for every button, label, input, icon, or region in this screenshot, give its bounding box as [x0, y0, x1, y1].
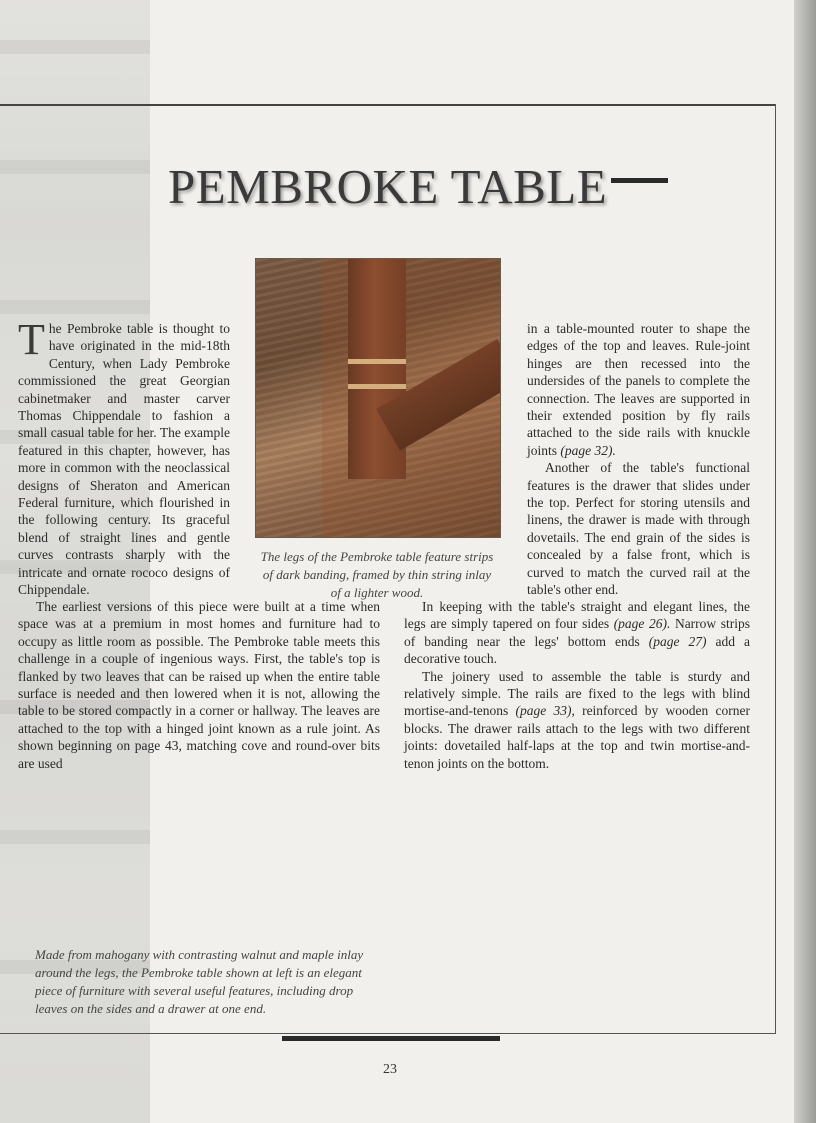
drop-cap: T — [18, 315, 45, 364]
paragraph-joinery: The joinery used to assemble the table is sturdy and relatively simple. The rails are fixed to the legs with blind mortise-and-tenons (page 33), reinforced by wooden corner blocks. The drawer rails attach to the legs with two different joints: dovetailed half-laps at the top and twin mortise-and-tenon joints on the bottom. — [404, 668, 750, 771]
paragraph-legs: In keeping with the table's straight and elegant lines, the legs are simply tapered on four sides (page 26). Narrow strips of banding near the legs' bottom ends (page 27) add a decorative touch. — [404, 599, 751, 667]
page-number: 23 — [383, 1062, 397, 1077]
frame-top-rule — [0, 104, 776, 106]
text-column-right — [527, 320, 750, 599]
footer-bar — [282, 1036, 500, 1041]
paragraph-earliest-versions: The earliest versions of this piece were built at a time when space was at a premium in most homes and furniture had to occupy as little room as possible. The Pembroke table meets this challenge in a couple of ingenious ways. First, the table's top is flanked by two leaves that can be raised up when the entire table surface is needed and then lowered when it is not, allowing the table to be stored compactly in a corner or hallway. The leaves are attached to the top with a hinged joint known as a rule joint. As shown beginning on page 43, matching cove and round-over bits are used — [18, 599, 380, 771]
paragraph-drawer: Another of the table's functional features is the drawer that slides under the top. Perfect for storing utensils and linens, the drawer is made with through dovetails. The end grain of the sides is concealed by a false front, which is curved to match the curved rail at the table's other end. — [527, 460, 750, 598]
photo-caption: The legs of the Pembroke table feature strips of dark banding, framed by thin string inlay of a lighter wood. — [260, 549, 494, 600]
text-column-left — [18, 315, 230, 599]
page-title: PEMBROKE TABLE — [168, 159, 608, 214]
table-leg-photo — [255, 258, 501, 538]
paragraph-router: in a table-mounted router to shape the edges of the top and leaves. Rule-joint hinges are then recessed into the undersides of the panels to complete the connection. The leaves are supported in their extended position by fly rails attached to the side rails with knuckle joints (page 32). — [527, 321, 750, 458]
text-column-right-wide — [404, 598, 750, 772]
bottom-caption: Made from mahogany with contrasting walnut and maple inlay around the legs, the Pembroke table shown at left is an elegant piece of furniture with several useful features, including drop leaves on the sides and a drawer at one end. — [35, 947, 364, 1016]
scan-right-edge — [794, 0, 816, 1123]
paragraph-intro: he Pembroke table is thought to have originated in the mid-18th Century, when Lady Pembroke commissioned the great Georgian cabinetmaker and master carver Thomas Chippendale to fashion a small casual table for her. The example featured in this chapter, however, has more in common with the neoclassical designs of Sheraton and American Federal furniture, which flourished in the following century. Its graceful blend of straight lines and gentle curves contrasts sharply with the intricate and ornate rococo designs of Chippendale. — [18, 321, 230, 598]
frame-bottom-rule — [0, 1033, 776, 1034]
frame-right-rule — [775, 104, 776, 1034]
